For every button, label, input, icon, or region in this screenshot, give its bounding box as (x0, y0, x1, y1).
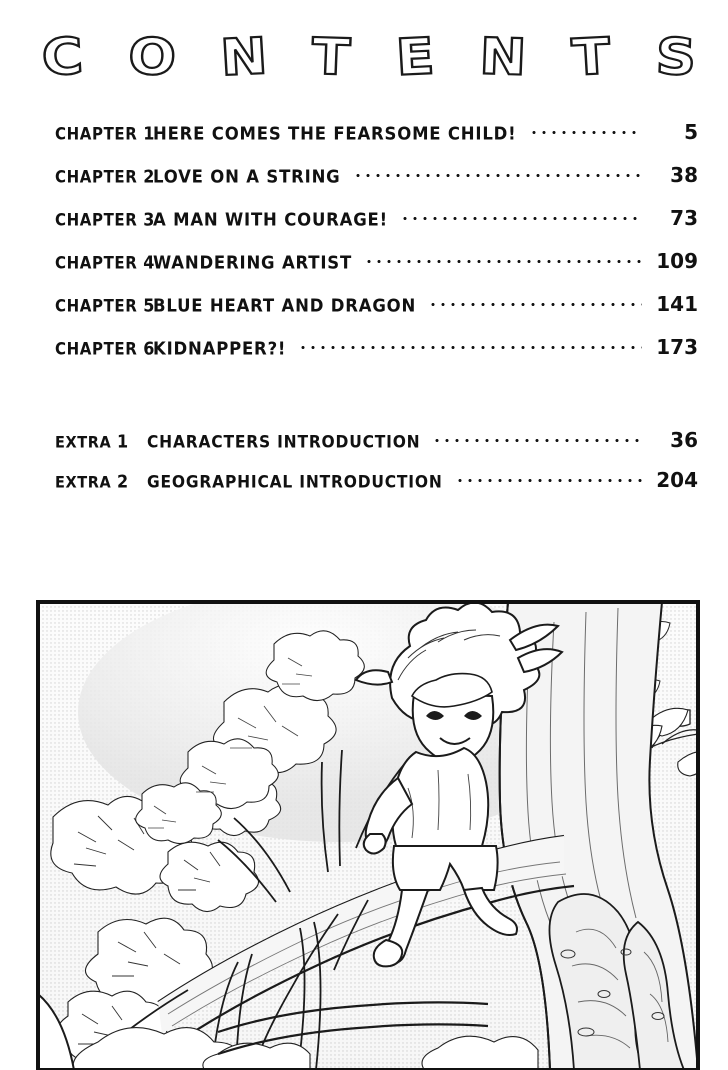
title-letter: N (478, 27, 528, 87)
toc-chapter-title: BLUE HEART AND DRAGON (153, 295, 417, 316)
toc-extra-word: EXTRA (55, 474, 112, 492)
toc-extra-list (0, 428, 728, 508)
toc-chapter-word: CHAPTER (55, 253, 138, 273)
toc-extra-number: 1 (117, 431, 129, 452)
toc-leader-dots (455, 471, 642, 487)
page-title (40, 26, 698, 88)
toc-chapter-word: CHAPTER (55, 167, 138, 187)
illustration-artwork (38, 602, 698, 1070)
toc-extra-title: GEOGRAPHICAL INTRODUCTION (147, 472, 443, 492)
toc-chapter-number: 4 (143, 252, 155, 273)
toc-page-number: 73 (670, 206, 698, 230)
toc-chapter-title: A MAN WITH COURAGE! (153, 209, 388, 230)
toc-page-number: 38 (670, 163, 698, 187)
toc-entry-chapter-6[interactable] (0, 335, 728, 378)
toc-chapter-number: 1 (143, 123, 155, 144)
illustration-panel (36, 600, 700, 1070)
toc-chapter-label (55, 209, 155, 230)
title-letter: E (394, 27, 437, 87)
toc-leader-dots (298, 338, 642, 354)
toc-extra-word: EXTRA (55, 434, 112, 452)
toc-entry-extra-2[interactable] (0, 468, 728, 508)
toc-chapter-list (0, 120, 728, 378)
toc-chapter-word: CHAPTER (55, 210, 138, 230)
toc-extra-label (55, 471, 141, 492)
toc-entry-chapter-2[interactable] (0, 163, 728, 206)
toc-chapter-label (55, 123, 155, 144)
title-letter: C (40, 27, 85, 87)
toc-chapter-label (55, 166, 155, 187)
toc-entry-chapter-1[interactable] (0, 120, 728, 163)
toc-page-number: 141 (656, 292, 698, 316)
toc-entry-chapter-5[interactable] (0, 292, 728, 335)
toc-extra-number: 2 (117, 471, 129, 492)
toc-page-number: 109 (656, 249, 698, 273)
toc-entry-chapter-3[interactable] (0, 206, 728, 249)
toc-chapter-word: CHAPTER (55, 296, 138, 316)
title-letter: S (654, 27, 698, 87)
toc-chapter-word: CHAPTER (55, 339, 138, 359)
toc-leader-dots (400, 209, 642, 225)
toc-leader-dots (428, 295, 642, 311)
toc-chapter-title: HERE COMES THE FEARSOME CHILD! (153, 123, 517, 144)
toc-entry-chapter-4[interactable] (0, 249, 728, 292)
title-letter: O (126, 27, 177, 87)
toc-page-number: 204 (656, 468, 698, 492)
toc-chapter-title: WANDERING ARTIST (153, 252, 353, 273)
toc-chapter-label (55, 295, 155, 316)
toc-leader-dots (364, 252, 642, 268)
title-letter: N (218, 26, 269, 88)
toc-leader-dots (353, 166, 642, 182)
toc-chapter-title: KIDNAPPER?! (153, 338, 287, 359)
title-letter: T (311, 27, 352, 87)
toc-page-number: 5 (684, 120, 698, 144)
toc-extra-label (55, 431, 141, 452)
table-of-contents (0, 120, 728, 508)
toc-extra-title: CHARACTERS INTRODUCTION (147, 432, 421, 452)
toc-chapter-label (55, 252, 155, 273)
toc-page-number: 173 (656, 335, 698, 359)
toc-chapter-label (55, 338, 155, 359)
toc-entry-extra-1[interactable] (0, 428, 728, 468)
toc-leader-dots (432, 431, 642, 447)
toc-chapter-title: LOVE ON A STRING (153, 166, 341, 187)
toc-chapter-number: 3 (143, 209, 155, 230)
toc-chapter-number: 2 (143, 166, 155, 187)
title-letter: T (570, 27, 612, 87)
toc-chapter-word: CHAPTER (55, 124, 138, 144)
toc-leader-dots (529, 123, 643, 139)
toc-chapter-number: 5 (143, 295, 155, 316)
toc-page-number: 36 (670, 428, 698, 452)
toc-chapter-number: 6 (143, 338, 155, 359)
